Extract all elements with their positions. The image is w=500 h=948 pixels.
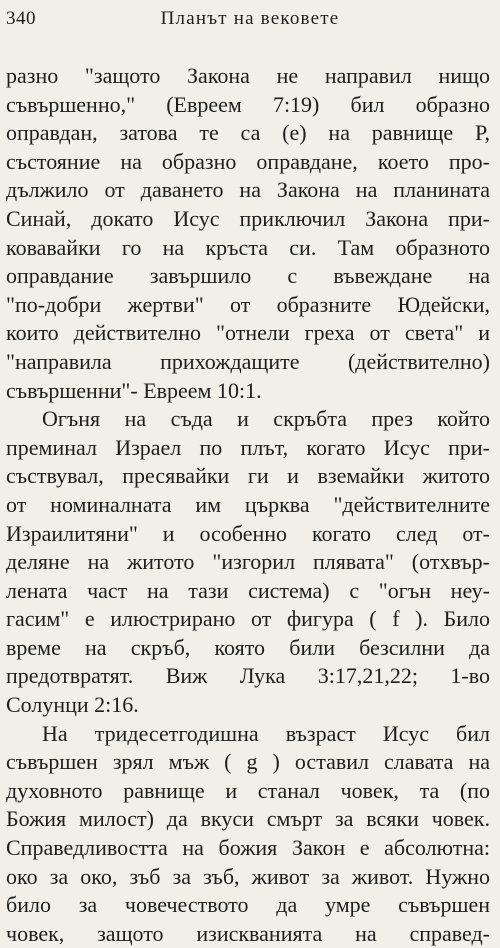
text-line: дължило от даването на Закона на планината — [6, 177, 490, 203]
text-line: съвършен зрял мъж ( g ) оставил славата на — [6, 749, 490, 775]
text-line: лената част на тази система) с "огън неу- — [6, 577, 490, 603]
text-line: Израилитяни" и особенно когато след от- — [6, 520, 490, 546]
body-text — [6, 62, 490, 948]
text-line: оправдан, затова те са (е) на равнище Р, — [6, 120, 490, 146]
text-line: деляне на житото "изгорил плявата" (отхвър- — [6, 549, 490, 575]
text-line: разно "защото Закона не направил нищо — [6, 63, 490, 88]
text-line: "по-добри жертви" от образните Юдейски, — [6, 291, 490, 317]
text-line: На тридесетгодишна възраст Исус бил — [42, 720, 490, 746]
text-line: гасим" е илюстрирано от фигура ( f ). Било — [6, 606, 490, 632]
text-line: съствувал, пресявайки ги и вземайки житото — [6, 463, 490, 489]
text-line: съвършенни"- Евреем 10:1. — [6, 377, 262, 403]
text-line: от номиналната им църква "действителните — [6, 491, 490, 517]
running-title: Планът на вековете — [160, 8, 340, 29]
paragraph-2 — [6, 405, 490, 720]
text-line: време на скръб, която били безсилни да — [6, 634, 490, 660]
text-line: "направила прихождащите (действително) — [6, 348, 490, 374]
page-header — [0, 8, 500, 32]
text-line: Синай, докато Исус приключил Закона при- — [6, 205, 490, 231]
paragraph-3 — [6, 720, 490, 948]
text-line: предотвратят. Виж Лука 3:17,21,22; 1-во — [6, 663, 490, 689]
text-line: Божия милост) да вкуси смърт за всяки човек. — [6, 806, 490, 832]
text-line: които действително "отнели греха от света" и — [6, 320, 490, 346]
text-line: Огъня на съда и скръбта през който — [42, 406, 490, 432]
paragraph-1 — [6, 62, 490, 405]
text-line: Солунци 2:16. — [6, 692, 139, 718]
text-line: Справедливостта на божия Закон е абсолютна: — [6, 835, 490, 861]
text-line: състояние на образно оправдане, което про- — [6, 148, 490, 174]
text-line: било за човечеството да умре съвършен — [6, 892, 490, 918]
text-line: човек, защото изискванията на справед- — [6, 920, 490, 946]
text-line: съвършенно," (Евреем 7:19) бил образно — [6, 91, 490, 117]
text-line: духовното равнище и станал човек, та (по — [6, 777, 490, 803]
text-line: око за око, зъб за зъб, живот за живот. Нужно — [6, 863, 490, 889]
text-line: оправдание завършило с въвеждане на — [6, 263, 490, 289]
page-number: 340 — [6, 8, 36, 29]
text-line: преминал Израел по плът, когато Исус при- — [6, 434, 490, 460]
text-line: ковавайки го на кръста си. Там образното — [6, 234, 490, 260]
